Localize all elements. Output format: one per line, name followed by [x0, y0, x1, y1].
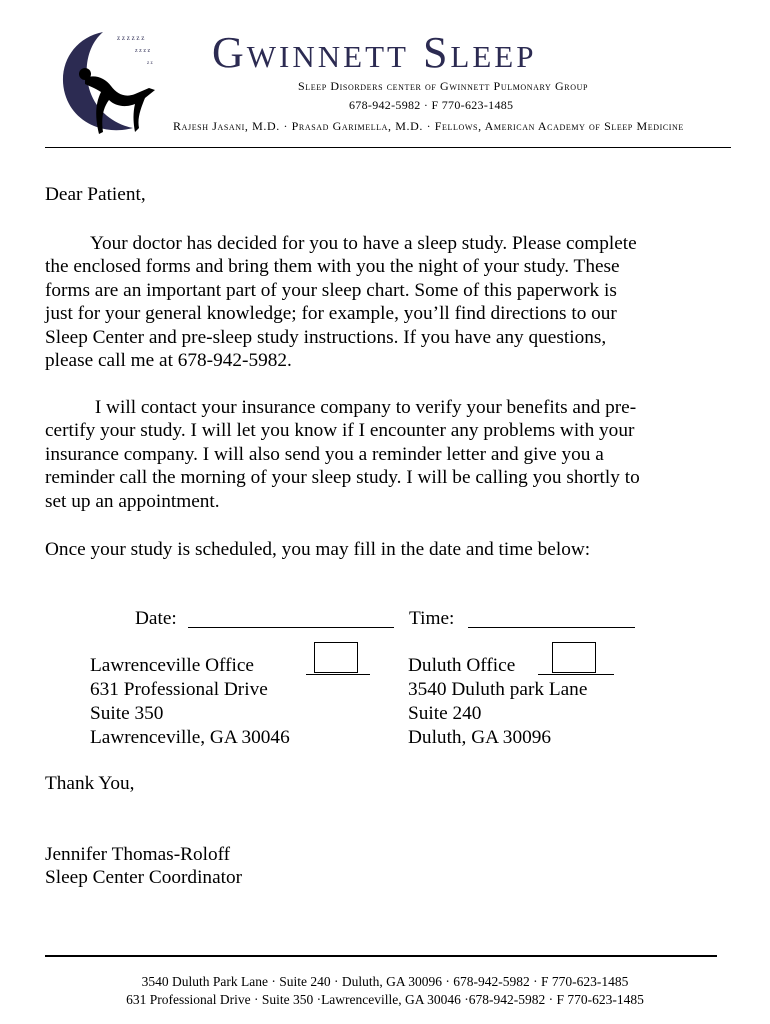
duluth-check-underline	[538, 674, 614, 675]
office-suite: Suite 240	[408, 703, 482, 724]
office-name: Duluth Office	[408, 655, 516, 676]
lawrenceville-checkbox[interactable]	[314, 642, 358, 673]
office-city: Lawrenceville, GA 30046	[90, 727, 290, 748]
svg-text:z z z z z z: z z z z z z	[117, 34, 145, 42]
svg-text:z z: z z	[147, 61, 153, 66]
paragraph-1-line: Sleep Center and pre-sleep study instructions. If you have any questions,	[45, 326, 607, 348]
footer-lawrenceville-address: 631 Professional Drive · Suite 350 ·Lawrenceville, GA 30046 ·678-942-5982 · F 770-623-1485	[126, 992, 644, 1007]
paragraph-2-line: reminder call the morning of your sleep study. I will be calling you shortly to	[45, 467, 640, 489]
paragraph-2-line: insurance company. I will also send you a reminder letter and give you a	[45, 443, 604, 465]
paragraph-1-line: the enclosed forms and bring them with you the night of your study. These	[45, 256, 620, 278]
footer-duluth-address: 3540 Duluth Park Lane · Suite 240 · Duluth, GA 30096 · 678-942-5982 · F 770-623-1485	[141, 974, 629, 989]
paragraph-1-line: please call me at 678-942-5982.	[45, 350, 292, 372]
brand-title: Gwinnett Sleep	[212, 28, 537, 77]
paragraph-3: Once your study is scheduled, you may fill in the date and time below:	[45, 539, 591, 560]
paragraph-1	[45, 232, 735, 372]
signature-block	[45, 843, 735, 890]
closing-thanks: Thank You,	[45, 773, 135, 794]
signer-name: Jennifer Thomas-Roloff	[45, 844, 231, 865]
paragraph-2-line: I will contact your insurance company to verify your benefits and pre-	[90, 397, 637, 418]
date-label: Date:	[135, 608, 177, 629]
office-name: Lawrenceville Office	[90, 655, 254, 676]
brand-subtitle: Sleep Disorders center of Gwinnett Pulmonary Group	[298, 79, 589, 93]
footer-divider	[45, 955, 717, 957]
paragraph-1-line: Your doctor has decided for you to have a sleep study. Please complete	[90, 233, 637, 254]
date-field[interactable]	[188, 627, 394, 628]
header-doctors: Rajesh Jasani, M.D. · Prasad Garimella, M.D. · Fellows, American Academy of Sleep Medicine	[173, 119, 684, 133]
office-city: Duluth, GA 30096	[408, 727, 552, 748]
time-field[interactable]	[468, 627, 635, 628]
paragraph-2-line: certify your study. I will let you know if I encounter any problems with your	[45, 420, 635, 442]
svg-text:z z z z: z z z z	[135, 48, 151, 54]
paragraph-2	[45, 396, 735, 513]
signer-title: Sleep Center Coordinator	[45, 867, 243, 889]
office-address: 631 Professional Drive	[90, 679, 268, 700]
office-address: 3540 Duluth park Lane	[408, 679, 588, 700]
header-divider	[45, 147, 731, 148]
office-suite: Suite 350	[90, 703, 164, 724]
lawrenceville-check-underline	[306, 674, 370, 675]
paragraph-1-line: just for your general knowledge; for example, you’ll find directions to our	[45, 303, 617, 325]
time-label: Time:	[409, 608, 455, 629]
greeting: Dear Patient,	[45, 184, 146, 205]
paragraph-1-line: forms are an important part of your sleep chart. Some of this paperwork is	[45, 279, 617, 301]
header-phone: 678-942-5982 · F 770-623-1485	[349, 98, 514, 112]
moon-sleeper-logo-icon	[55, 28, 167, 140]
paragraph-2-line: set up an appointment.	[45, 490, 220, 512]
duluth-checkbox[interactable]	[552, 642, 596, 673]
office-lawrenceville	[90, 654, 290, 750]
